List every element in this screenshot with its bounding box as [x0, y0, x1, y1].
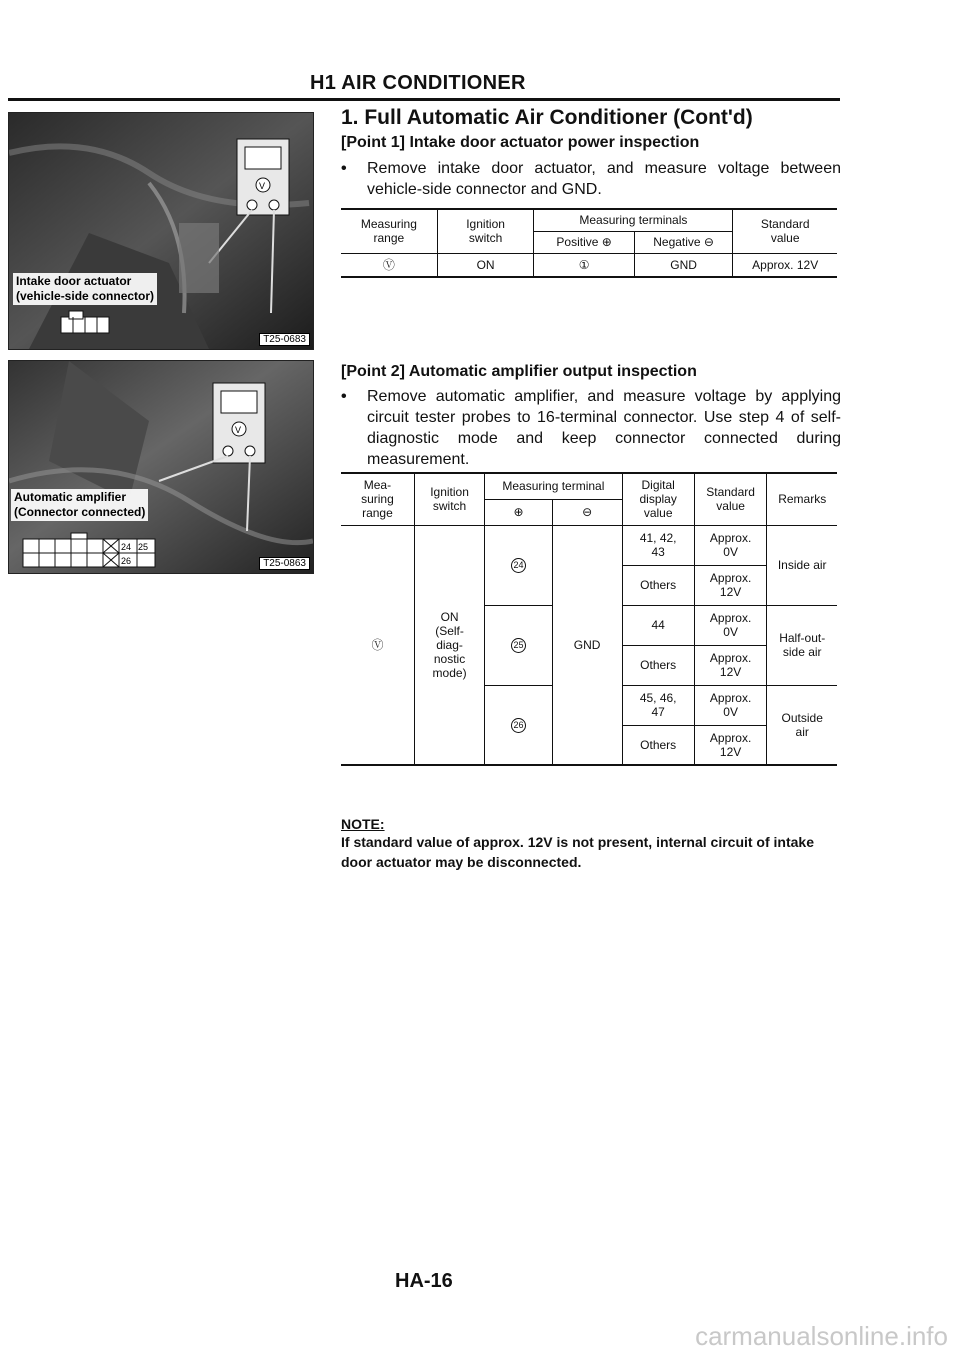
- th-measuring-range: Measuring range: [341, 209, 437, 253]
- th-negative: Negative ⊖: [634, 231, 733, 253]
- photo1-label-line2: (vehicle-side connector): [16, 289, 155, 303]
- th-measuring-terminals: Measuring terminals: [534, 209, 733, 231]
- cell2-terminal-26: 26: [485, 685, 553, 765]
- th-positive: Positive ⊕: [534, 231, 634, 253]
- cell2-standard: Approx. 0V: [694, 525, 767, 565]
- th2-plus: ⊕: [485, 499, 553, 525]
- photo1-label-line1: Intake door actuator: [16, 274, 132, 288]
- cell2-terminal-24: 24: [485, 525, 553, 605]
- th2-remarks: Remarks: [778, 492, 827, 507]
- cell2-range: Ⓥ: [341, 525, 414, 765]
- conn-pin-25: 25: [138, 542, 149, 552]
- point2-title: [Point 2] Automatic amplifier output inspection: [341, 363, 697, 380]
- watermark-text: carmanualsonline.info: [695, 1321, 948, 1351]
- cell2-digital: 45, 46, 47: [622, 685, 694, 725]
- bullet-dot: •: [341, 388, 347, 405]
- cell2-remarks: Inside air: [767, 525, 837, 605]
- th-standard-value: Standard value: [760, 217, 810, 246]
- cell2-remarks: Half-out- side air: [767, 605, 837, 685]
- cell-positive: ①: [534, 253, 634, 277]
- point2-bullet: [341, 386, 841, 470]
- th2-standard: Standard value: [694, 473, 767, 525]
- svg-text:V: V: [259, 181, 266, 191]
- cell2-terminal-25: 25: [485, 605, 553, 685]
- th2-digital: Digital display value: [622, 473, 694, 525]
- cell-range: Ⓥ: [341, 253, 437, 277]
- point1-bullet-text: Remove intake door actuator, and measure voltage between vehicle-side connector and GND.: [367, 160, 841, 198]
- automatic-amplifier-photo: [8, 360, 314, 574]
- th2-minus: ⊖: [552, 499, 622, 525]
- photo1-tag: T25-0683: [259, 333, 310, 346]
- cell2-standard: Approx. 0V: [694, 685, 767, 725]
- page-number: HA-16: [395, 1270, 453, 1292]
- cell2-remarks: Outside air: [781, 710, 823, 739]
- cell-standard: Approx. 12V: [752, 257, 819, 272]
- cell2-standard: Approx. 12V: [694, 725, 767, 765]
- section-title: 1. Full Automatic Air Conditioner (Cont'd): [341, 106, 753, 129]
- cell2-standard: Approx. 12V: [694, 565, 767, 605]
- chapter-title: H1 AIR CONDITIONER: [310, 72, 526, 94]
- svg-text:V: V: [235, 425, 242, 435]
- note-body: If standard value of approx. 12V is not present, internal circuit of intake door actuator may be disconnected.: [341, 834, 814, 870]
- photo-illustration: [9, 113, 313, 349]
- note-heading: NOTE:: [341, 816, 385, 832]
- photo2-label-line2: (Connector connected): [14, 505, 146, 519]
- photo1-label: [13, 273, 157, 305]
- intake-door-actuator-photo: [8, 112, 314, 350]
- cell2-digital: 41, 42, 43: [622, 525, 694, 565]
- cell2-digital: Others: [622, 725, 694, 765]
- th2-ignition: Ignition switch: [414, 473, 484, 525]
- th-ignition-switch: Ignition switch: [437, 209, 534, 253]
- point1-bullet: [341, 158, 841, 202]
- photo2-tag: T25-0863: [259, 557, 310, 570]
- cell2-ignition: ON (Self- diag- nostic mode): [414, 525, 484, 765]
- cell2-standard: Approx. 12V: [694, 645, 767, 685]
- point1-title: [Point 1] Intake door actuator power inspection: [341, 134, 700, 151]
- th2-terminal: Measuring terminal: [485, 473, 622, 499]
- photo2-label-line1: Automatic amplifier: [14, 490, 127, 504]
- cell2-digital: 44: [622, 605, 694, 645]
- amplifier-output-table: [341, 472, 837, 766]
- conn-pin-24: 24: [121, 542, 132, 552]
- photo2-label: [11, 489, 148, 521]
- cell2-standard: Approx. 0V: [694, 605, 767, 645]
- cell2-negative: GND: [552, 525, 622, 765]
- photo-illustration: [9, 361, 313, 573]
- cell2-digital: Others: [622, 645, 694, 685]
- conn-pin-26: 26: [121, 556, 132, 566]
- cell-ignition: ON: [437, 253, 534, 277]
- cell2-digital: Others: [622, 565, 694, 605]
- point2-bullet-text: Remove automatic amplifier, and measure voltage by applying circuit tester probes to 16-terminal connector. Use step 4 of self-diagnostic mode and keep connector connected during measurement.: [367, 388, 841, 468]
- bullet-dot: •: [341, 160, 347, 177]
- header-rule: [8, 98, 840, 101]
- cell-negative: GND: [634, 253, 733, 277]
- th2-range: Mea- suring range: [341, 473, 414, 525]
- power-inspection-table: [341, 208, 837, 278]
